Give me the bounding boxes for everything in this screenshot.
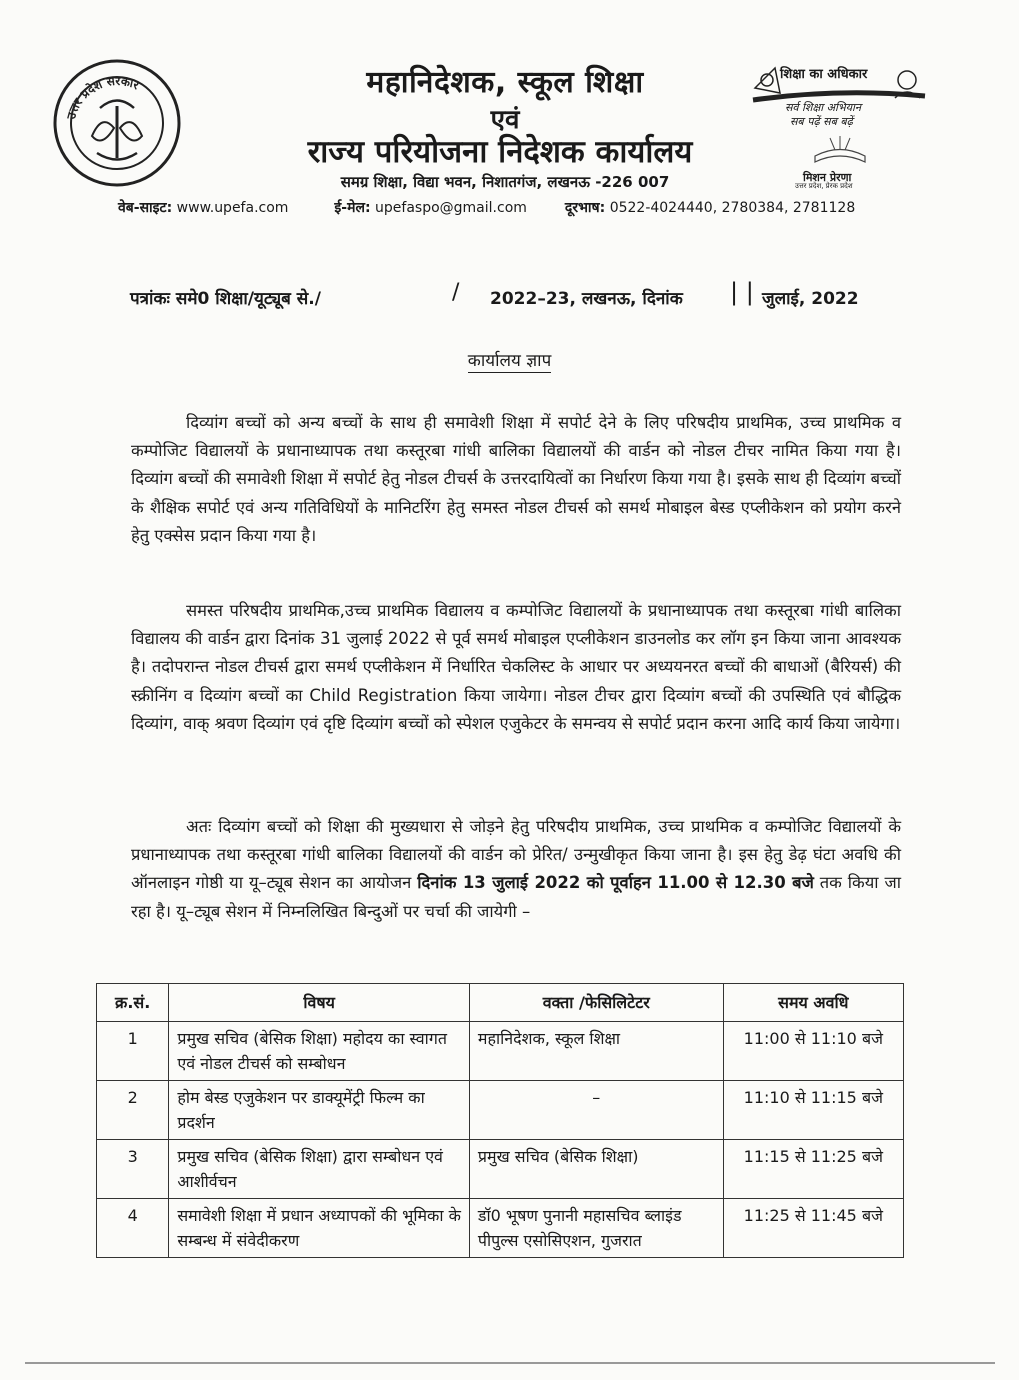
email-link[interactable]: upefaspo@gmail.com bbox=[375, 200, 527, 216]
contact-line bbox=[118, 198, 858, 217]
website-link[interactable]: www.upefa.com bbox=[176, 200, 289, 216]
session-schedule-table bbox=[96, 983, 904, 1258]
email-label: ई-मेल: bbox=[334, 200, 371, 216]
row-serial: 1 bbox=[97, 1022, 169, 1081]
header-title-line3: राज्य परियोजना निदेशक कार्यालय bbox=[307, 134, 693, 170]
up-government-emblem bbox=[52, 58, 182, 188]
row-speaker: डॉ0 भूषण पुनानी महासचिव ब्लाइंड पीपुल्स एसोसिएशन, गुजरात bbox=[469, 1199, 723, 1258]
svg-text:उत्तर प्रदेश सरकार bbox=[64, 74, 142, 122]
table-header-row bbox=[97, 984, 904, 1022]
memo-title: कार्यालय ज्ञाप bbox=[467, 351, 552, 371]
header-subject: विषय bbox=[169, 984, 470, 1022]
row-serial: 3 bbox=[97, 1140, 169, 1199]
table-row bbox=[97, 1081, 904, 1140]
handwritten-date: | | bbox=[730, 278, 754, 306]
row-subject: होम बेस्ड एजुकेशन पर डाक्यूमेंट्री फिल्म का प्रदर्शन bbox=[169, 1081, 470, 1140]
paragraph-3: अतः दिव्यांग बच्चों को शिक्षा की मुख्यधारा से जोड़ने हेतु परिषदीय प्राथमिक, उच्च प्राथमिक व कम्पोजिट विद्यालयों के प्रधानाध्यापक तथा कस्तूरबा गांधी बालिका विद्यालयों की वार्डन को प्रेरित/ उन्मुखीकृत किया जाना है। इस हेतु डेढ़ घंटा अवधि की ऑनलाइन गोष्ठी या यू–ट्यूब सेशन का आयोजन दिनांक 13 जुलाई 2022 को पूर्वाहन 11.00 से 12.30 बजे तक किया जा रहा है। यू–ट्यूब सेशन में निम्नलिखित बिन्दुओं पर चर्चा की जायेगी – bbox=[131, 817, 902, 921]
reference-date-suffix: जुलाई, 2022 bbox=[762, 289, 859, 309]
table-row bbox=[97, 1022, 904, 1081]
rte-title: शिक्षा का अधिकार bbox=[780, 67, 868, 82]
row-time: 11:15 से 11:25 बजे bbox=[723, 1140, 903, 1199]
reference-year-place: 2022–23, लखनऊ, दिनांक bbox=[490, 289, 683, 309]
mission-prerna-title: मिशन प्रेरणा bbox=[803, 171, 852, 184]
reference-number: पत्रांकः समे0 शिक्षा/यूट्यूब से./ bbox=[130, 289, 321, 309]
table-row bbox=[97, 1140, 904, 1199]
header-time: समय अवधि bbox=[723, 984, 903, 1022]
row-serial: 4 bbox=[97, 1199, 169, 1258]
row-subject: प्रमुख सचिव (बेसिक शिक्षा) महोदय का स्वागत एवं नोडल टीचर्स को सम्बोधन bbox=[169, 1022, 470, 1081]
phone-numbers: 0522-4024440, 2780384, 2781128 bbox=[609, 200, 856, 216]
row-subject: समावेशी शिक्षा में प्रधान अध्यापकों की भूमिका के सम्बन्ध में संवेदीकरण bbox=[169, 1199, 470, 1258]
row-time: 11:25 से 11:45 बजे bbox=[723, 1199, 903, 1258]
rte-logo bbox=[745, 58, 935, 198]
row-speaker: प्रमुख सचिव (बेसिक शिक्षा) bbox=[469, 1140, 723, 1199]
header-address: समग्र शिक्षा, विद्या भवन, निशातगंज, लखनऊ -226 007 bbox=[340, 173, 670, 191]
paragraph-2: समस्त परिषदीय प्राथमिक,उच्च प्राथमिक विद्यालय व कम्पोजिट विद्यालयों के प्रधानाध्यापक तथा कस्तूरबा गांधी बालिका विद्यालय की वार्डन द्वारा दिनांक 31 जुलाई 2022 से पूर्व समर्थ मोबाइल एप्लीकेशन डाउनलोड कर लॉग इन किया जाना आवश्यक है। तदोपरान्त नोडल टीचर्स द्वारा समर्थ एप्लीकेशन में निर्धारित चेकलिस्ट के आधार पर अध्ययनरत बच्चों की बाधाओं (बैरियर्स) की स्क्रीनिंग व दिव्यांग बच्चों का Child Registration किया जायेगा। नोडल टीचर द्वारा दिव्यांग बच्चों की उपस्थिति एवं बौद्धिक दिव्यांग, वाक् श्रवण दिव्यांग एवं दृष्टि दिव्यांग बच्चों को स्पेशल एजुकेटर के समन्वय से सपोर्ट प्रदान करना आदि कार्य किया जायेगा। bbox=[131, 601, 901, 733]
phone-label: दूरभाष: bbox=[564, 200, 606, 216]
mission-prerna-sub: उत्तर प्रदेश, प्रेरक प्रदेश bbox=[795, 182, 853, 190]
row-time: 11:00 से 11:10 बजे bbox=[723, 1022, 903, 1081]
header-speaker: वक्ता /फेसिलिटेटर bbox=[469, 984, 723, 1022]
paragraph-1: दिव्यांग बच्चों को अन्य बच्चों के साथ ही समावेशी शिक्षा में सपोर्ट देने के लिए परिषदीय प्राथमिक, उच्च प्राथमिक व कम्पोजिट विद्यालयों के प्रधानाध्यापक तथा कस्तूरबा गांधी बालिका विद्यालयों की वार्डन को नोडल टीचर नामित किया गया है। दिव्यांग बच्चों की समावेशी शिक्षा में सपोर्ट हेतु नोडल टीचर्स के उत्तरदायित्वों का निर्धारण किया गया है। इसके साथ ही दिव्यांग बच्चों के शैक्षिक सपोर्ट एवं अन्य गतिविधियों के मानिटरिंग हेतु समस्त नोडल टीचर्स को समर्थ मोबाइल बेस्ड एप्लीकेशन को प्रयोग करने हेतु एक्सेस प्रदान किया गया है। bbox=[131, 413, 901, 545]
row-serial: 2 bbox=[97, 1081, 169, 1140]
row-speaker: महानिदेशक, स्कूल शिक्षा bbox=[469, 1022, 723, 1081]
row-subject: प्रमुख सचिव (बेसिक शिक्षा) द्वारा सम्बोधन एवं आशीर्वचन bbox=[169, 1140, 470, 1199]
website-label: वेब-साइट: bbox=[118, 200, 173, 216]
header-title-line2: एवं bbox=[490, 105, 520, 135]
page-edge-divider bbox=[25, 1362, 995, 1364]
row-speaker: – bbox=[469, 1081, 723, 1140]
header-title-line1: महानिदेशक, स्कूल शिक्षा bbox=[366, 65, 644, 100]
session-datetime: दिनांक 13 जुलाई 2022 को पूर्वाहन 11.00 से 12.30 बजे bbox=[417, 873, 814, 893]
ssa-subtagline: सब पढ़ें सब बढ़ें bbox=[790, 115, 853, 128]
handwritten-number: / bbox=[452, 280, 460, 305]
header-serial: क्र.सं. bbox=[97, 984, 169, 1022]
row-time: 11:10 से 11:15 बजे bbox=[723, 1081, 903, 1140]
ssa-tagline: सर्व शिक्षा अभियान bbox=[785, 101, 861, 114]
emblem-text: उत्तर प्रदेश सरकार bbox=[63, 73, 142, 121]
table-row bbox=[97, 1199, 904, 1258]
